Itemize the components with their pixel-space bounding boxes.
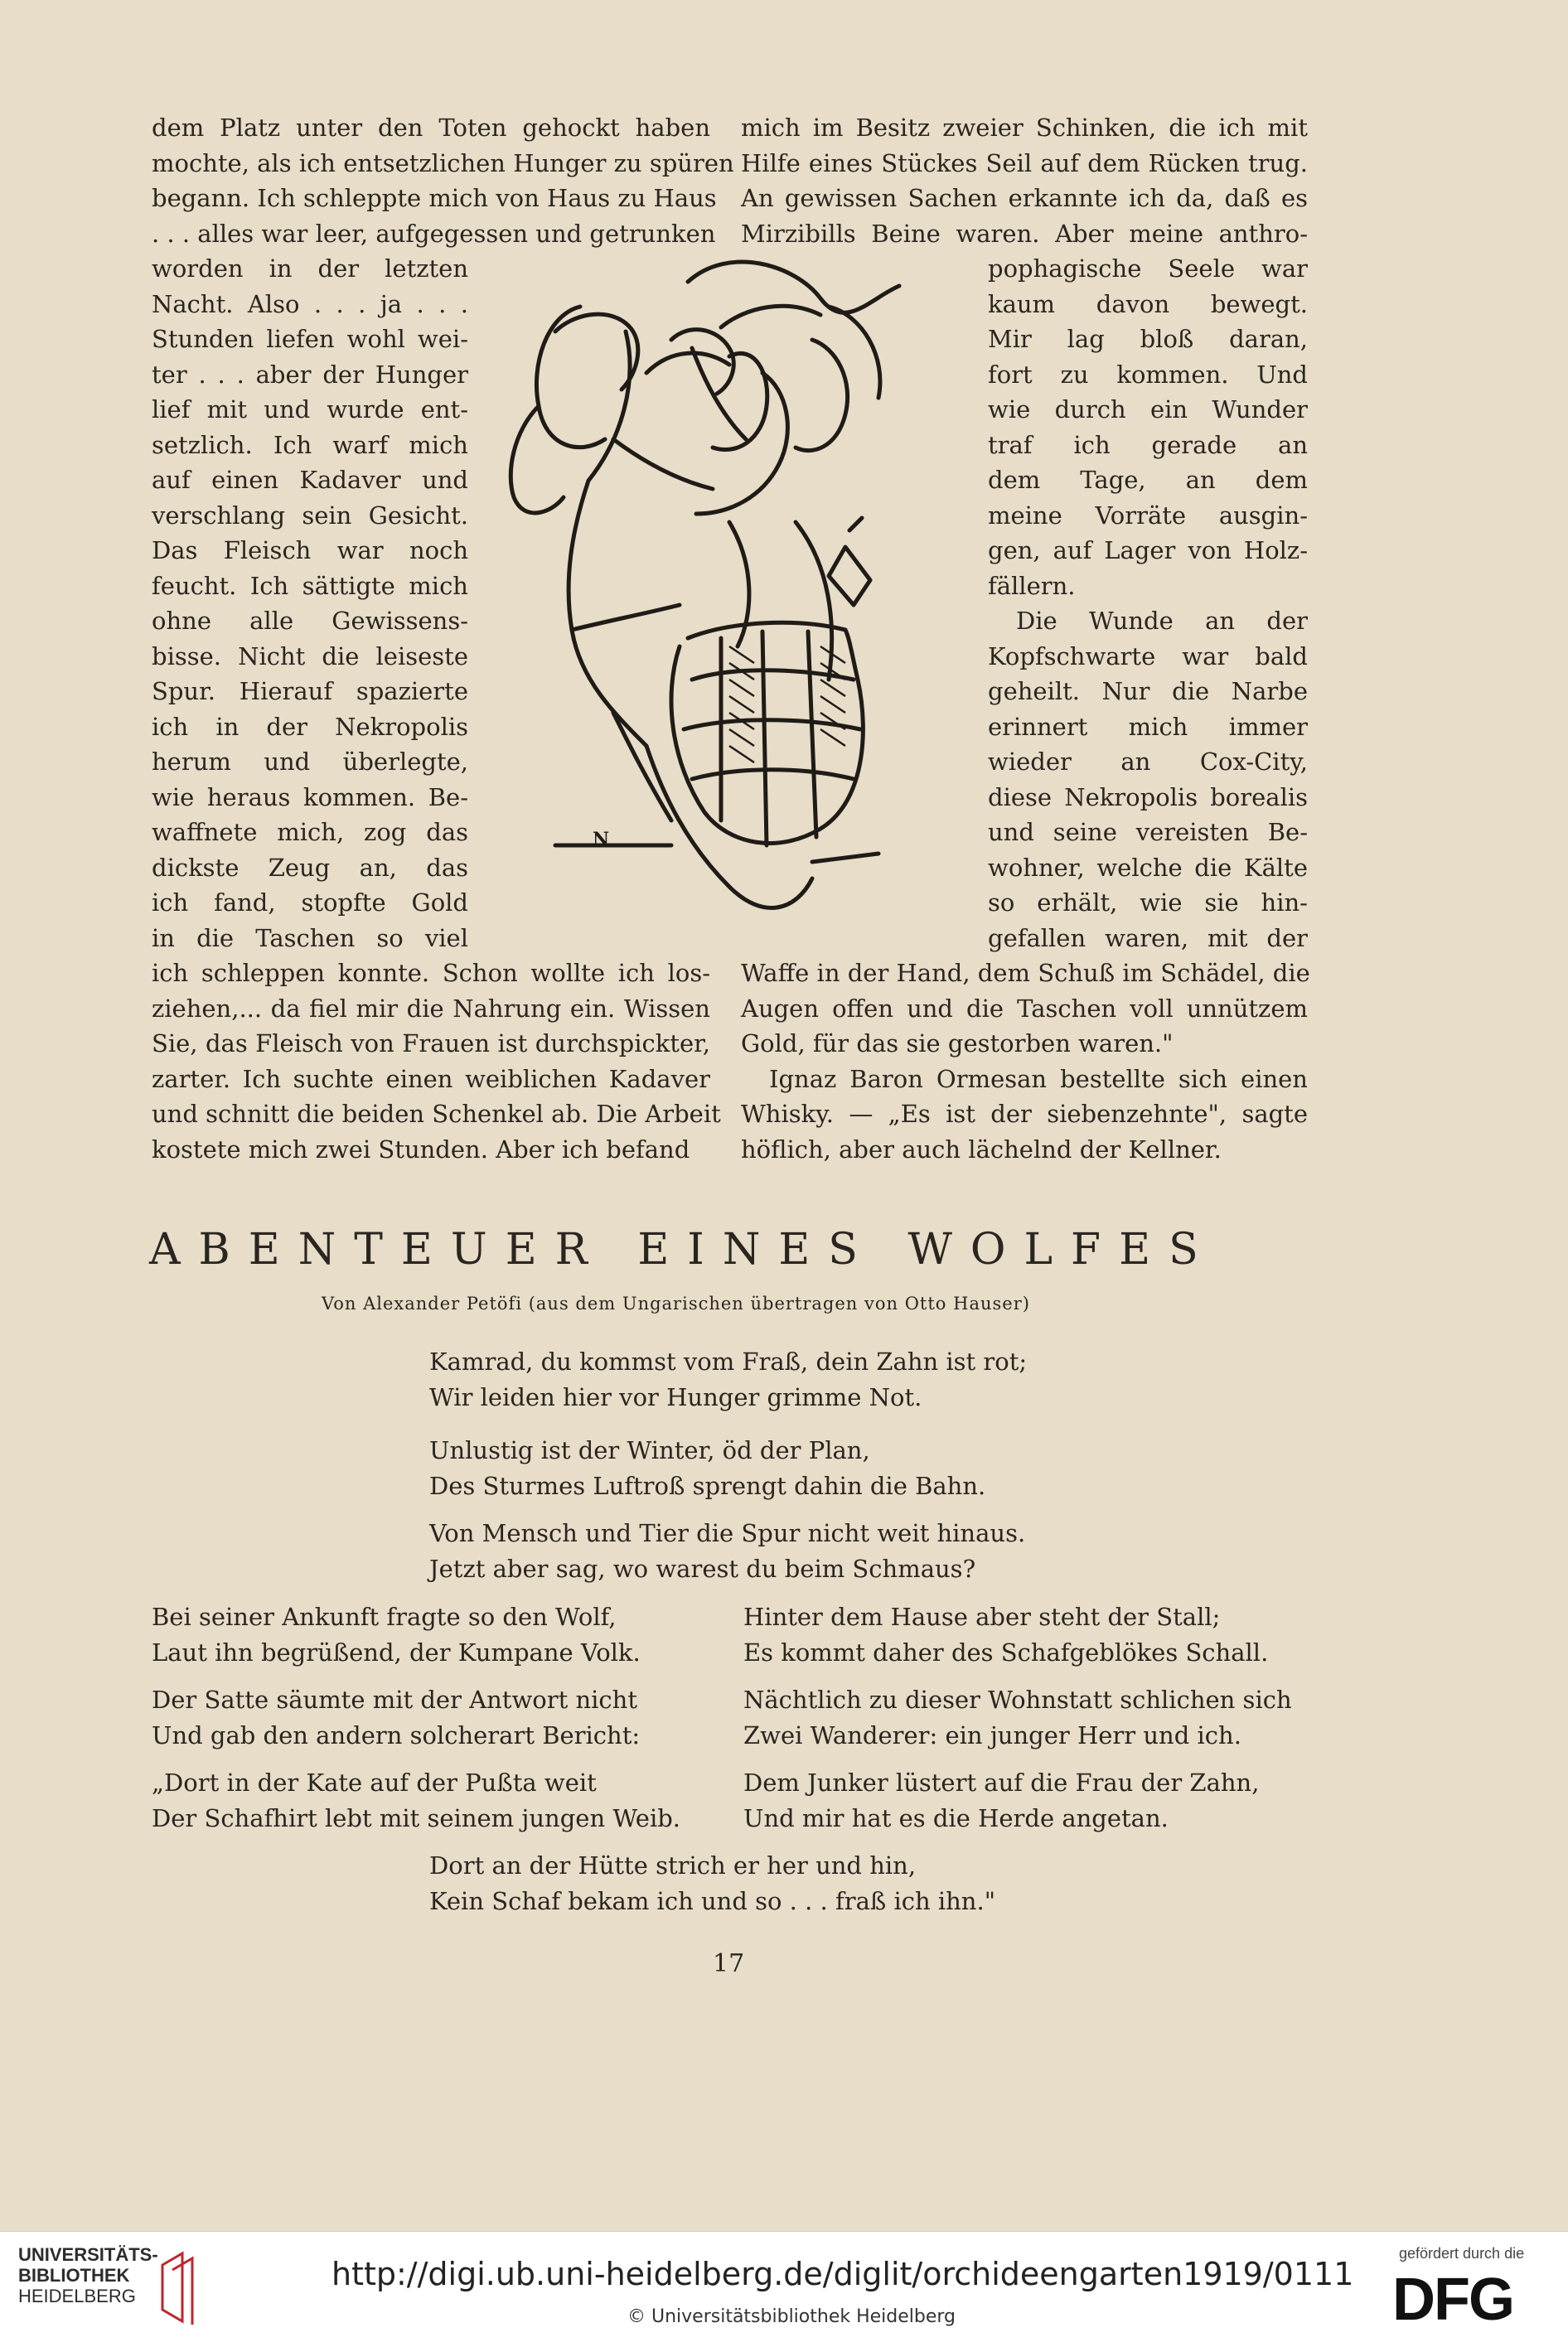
library-name-line: UNIVERSITÄTS- [18,2244,158,2265]
story-left-column-top [152,110,734,251]
story-line: wie heraus kommen. Be- [152,782,468,811]
story-line: Hilfe eines Stückes Seil auf dem Rücken trug. [741,148,1308,177]
story-line: worden in der letzten [152,254,468,283]
poem-left-stanza-3 [152,1765,680,1836]
poem-left-stanza-2 [152,1682,640,1754]
story-line: geheilt. Nur die Narbe [988,677,1308,705]
story-line: kaum davon bewegt. [988,289,1308,318]
poem-line: Kamrad, du kommst vom Fraß, dein Zahn ist rot; [429,1348,1028,1376]
artist-signature: N [593,829,610,850]
story-line: ter . . . aber der Hunger [152,360,468,389]
story-line: traf ich gerade an [988,430,1308,459]
poem-stanza-3 [429,1516,1025,1587]
poem-line: Kein Schaf bekam ich und so . . . fraß ich ihn." [429,1887,996,1915]
poem-right-stanza-2 [743,1682,1292,1754]
story-line: bisse. Nicht die leiseste [152,641,468,670]
story-line: Stunden liefen wohl wei- [152,325,468,353]
poem-line: Und mir hat es die Herde angetan. [743,1804,1169,1832]
story-line: in die Taschen so viel [152,923,468,952]
story-line: herum und überlegte, [152,748,468,776]
poem-stanza-2 [429,1433,985,1504]
story-line: waffnete mich, zog das [152,818,468,846]
story-line: wie durch ein Wunder [988,395,1308,423]
poem-line: Dort an der Hütte strich er her und hin, [429,1851,917,1880]
story-line: dem Tage, an dem [988,466,1308,494]
ub-heidelberg-logo-icon [159,2247,197,2328]
story-line: höflich, aber auch lächelnd der Kellner. [741,1135,1222,1164]
poem-final-stanza [429,1848,995,1919]
poem-line: Von Mensch und Tier die Spur nicht weit hinaus. [429,1519,1026,1547]
library-name-line: BIBLIOTHEK [18,2265,130,2286]
story-line: dem Platz unter den Toten gehockt haben [152,114,710,142]
story-line: ziehen,... da fiel mir die Nahrung ein. Wissen [152,994,710,1023]
poem-line: Der Schafhirt lebt mit seinem jungen Weib. [152,1804,681,1832]
poem-line: Des Sturmes Luftroß sprengt dahin die Bahn. [429,1472,986,1500]
poem-line: Wir leiden hier vor Hunger grimme Not. [429,1383,922,1411]
story-line: Waffe in der Hand, dem Schuß im Schädel, die [741,959,1310,987]
story-line: . . . alles war leer, aufgegessen und getrunken [152,219,716,248]
story-line: erinnert mich immer [988,712,1308,741]
copyright-notice: © Universitätsbibliothek Heidelberg [627,2306,956,2327]
poem-line: Der Satte säumte mit der Antwort nicht [152,1686,637,1714]
story-line: lief mit und wurde ent- [152,395,468,423]
story-right-column-bottom [741,956,1308,1167]
story-left-column-narrow [152,251,468,956]
story-line: An gewissen Sachen erkannte ich da, daß es [741,184,1308,212]
story-line: dickste Zeug an, das [152,853,468,882]
story-line: und seine vereisten Be- [988,818,1308,846]
story-line: diese Nekropolis borealis [988,782,1308,811]
story-line: Ignaz Baron Ormesan bestellte sich einen [769,1064,1308,1093]
poem-byline: Von Alexander Petöfi (aus dem Ungarischen übertragen von Otto Hauser) [322,1294,1030,1314]
poem-right-stanza-1 [743,1599,1268,1671]
poem-stanza-1 [429,1344,1027,1415]
poem-line: Unlustig ist der Winter, öd der Plan, [429,1436,870,1464]
poem-line: Hinter dem Hause aber steht der Stall; [743,1603,1221,1631]
poem-line: Und gab den andern solcherart Bericht: [152,1721,641,1749]
story-line: mich im Besitz zweier Schinken, die ich mit [741,114,1308,142]
story-line: Die Wunde an der [1016,607,1308,635]
story-right-column-narrow [988,251,1308,956]
poem-line: Nächtlich zu dieser Wohnstatt schlichen sich [743,1686,1292,1714]
story-line: Gold, für das sie gestorben waren." [741,1029,1174,1057]
story-line: Spur. Hierauf spazierte [152,677,468,705]
story-line: kostete mich zwei Stunden. Aber ich befand [152,1135,690,1164]
ink-illustration-man-with-barrel [481,249,970,945]
poem-line: Es kommt daher des Schafgeblökes Schall. [743,1638,1269,1667]
story-line: begann. Ich schleppte mich von Haus zu Haus [152,184,717,212]
story-line: fällern. [988,571,1076,600]
page-number: 17 [713,1949,745,1978]
poem-line: „Dort in der Kate auf der Pußta weit [152,1769,597,1797]
story-line: ich schleppen konnte. Schon wollte ich los- [152,959,710,987]
story-line: so erhält, wie sie hin- [988,888,1308,917]
story-line: wieder an Cox-City, [988,748,1308,776]
library-name [18,2244,158,2306]
story-line: Mir lag bloß daran, [988,325,1308,353]
story-line: Nacht. Also . . . ja . . . [152,289,468,318]
story-line: meine Vorräte ausgin- [988,501,1308,530]
story-left-column-bottom [152,956,721,1167]
story-line: auf einen Kadaver und [152,466,468,494]
library-name-line: HEIDELBERG [18,2286,136,2306]
poem-line: Laut ihn begrüßend, der Kumpane Volk. [152,1638,641,1667]
story-line: feucht. Ich sättigte mich [152,571,468,600]
poem-line: Dem Junker lüstert auf die Frau der Zahn, [743,1769,1260,1797]
story-line: mochte, als ich entsetzlichen Hunger zu spüren [152,148,734,177]
story-line: Augen offen und die Taschen voll unnützem [741,994,1308,1023]
story-line: ich in der Nekropolis [152,712,468,741]
story-line: Sie, das Fleisch von Frauen ist durchspickter, [152,1029,710,1057]
story-line: gen, auf Lager von Holz- [988,536,1308,564]
poem-line: Bei seiner Ankunft fragte so den Wolf, [152,1603,617,1631]
story-line: und schnitt die beiden Schenkel ab. Die Arbeit [152,1100,721,1128]
poem-line: Jetzt aber sag, wo warest du beim Schmaus? [429,1555,976,1583]
poem-line: Zwei Wanderer: ein junger Herr und ich. [743,1721,1241,1749]
story-line: verschlang sein Gesicht. [152,501,468,530]
story-line: setzlich. Ich warf mich [152,430,468,459]
story-right-column-top [741,110,1308,251]
funding-note: gefördert durch die [1399,2245,1525,2262]
story-line: ohne alle Gewissens- [152,607,468,635]
story-line: pophagische Seele war [988,254,1308,283]
story-line: fort zu kommen. Und [988,360,1308,389]
poem-right-stanza-3 [743,1765,1259,1836]
story-line: ich fand, stopfte Gold [152,888,468,917]
story-line: wohner, welche die Kälte [988,853,1308,882]
story-line: Mirzibills Beine waren. Aber meine anthro- [741,219,1308,248]
story-line: zarter. Ich suchte einen weiblichen Kadaver [152,1064,710,1093]
story-line: Das Fleisch war noch [152,536,468,564]
story-line: Kopfschwarte war bald [988,641,1308,670]
poem-title: ABENTEUER EINES WOLFES [149,1225,1217,1275]
poem-left-stanza-1 [152,1599,641,1671]
story-line: Whisky. — „Es ist der siebenzehnte", sagte [741,1100,1308,1128]
story-line: gefallen waren, mit der [988,923,1308,952]
permalink[interactable]: http://digi.ub.uni-heidelberg.de/diglit/orchideengarten1919/0111 [332,2256,1354,2292]
dfg-logo: DFG [1392,2267,1513,2333]
